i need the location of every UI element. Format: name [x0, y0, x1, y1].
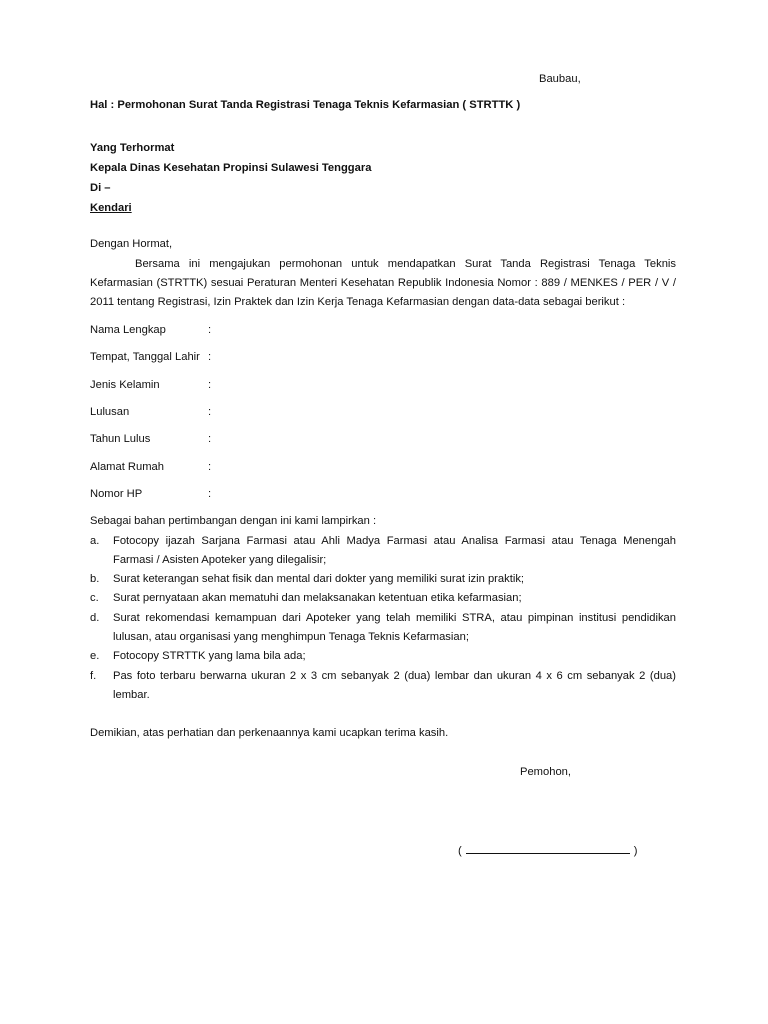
- intro-line-3: 2011 tentang Registrasi, Izin Praktek dan Izin Kerja Tenaga Kefarmasian dengan data-data sebagai berikut :: [90, 296, 626, 308]
- field-colon: :: [208, 379, 212, 391]
- signature-block: [458, 843, 637, 857]
- place-date: Baubau,: [539, 73, 581, 85]
- attachment-d-line-2: lulusan, atau organisasi yang menghimpun Tenaga Teknis Kefarmasian;: [113, 631, 469, 643]
- attachment-f-line-2: lembar.: [113, 689, 150, 701]
- attachment-letter: b.: [90, 573, 100, 585]
- field-nama-lengkap: [90, 324, 211, 336]
- attachment-letter: e.: [90, 650, 100, 662]
- attachment-a-line-2: Farmasi / Asisten Apoteker yang dilegalisir;: [113, 554, 327, 566]
- attachment-letter: d.: [90, 612, 100, 624]
- signature-label: Pemohon,: [520, 766, 571, 778]
- attachment-e-line-1: Fotocopy STRTTK yang lama bila ada;: [113, 650, 306, 662]
- field-tahun-lulus: [90, 433, 211, 445]
- field-colon: :: [208, 488, 212, 500]
- field-jenis-kelamin: [90, 379, 211, 391]
- signature-line: [466, 843, 630, 854]
- attachment-f-line-1: Pas foto terbaru berwarna ukuran 2 x 3 cm sebanyak 2 (dua) lembar dan ukuran 4 x 6 cm sebanyak 2 (dua): [113, 670, 676, 682]
- field-label: Jenis Kelamin: [90, 379, 160, 391]
- field-colon: :: [208, 351, 212, 363]
- attachment-c-line-1: Surat pernyataan akan mematuhi dan melaksanakan ketentuan etika kefarmasian;: [113, 592, 522, 604]
- signature-close-paren: ): [633, 845, 638, 857]
- field-label: Alamat Rumah: [90, 461, 164, 473]
- attachments-intro: Sebagai bahan pertimbangan dengan ini kami lampirkan :: [90, 515, 377, 527]
- field-colon: :: [208, 324, 212, 336]
- recipient-city: Kendari: [90, 202, 132, 214]
- intro-line-2: Kefarmasian (STRTTK) sesuai Peraturan Menteri Kesehatan Republik Indonesia Nomor : 889 / MENKES / PER / V /: [90, 277, 676, 289]
- attachment-letter: f.: [90, 670, 97, 682]
- signature-open-paren: (: [458, 845, 462, 857]
- field-label: Tahun Lulus: [90, 433, 151, 445]
- field-label: Nama Lengkap: [90, 324, 166, 336]
- recipient-salutation: Yang Terhormat: [90, 142, 175, 154]
- field-label: Lulusan: [90, 406, 130, 418]
- recipient-name: Kepala Dinas Kesehatan Propinsi Sulawesi Tenggara: [90, 162, 372, 174]
- field-nomor-hp: [90, 488, 211, 500]
- field-lulusan: [90, 406, 211, 418]
- field-colon: :: [208, 461, 212, 473]
- attachment-d-line-1: Surat rekomendasi kemampuan dari Apoteker yang telah memiliki STRA, atau pimpinan institusi pendidikan: [113, 612, 676, 624]
- recipient-di: Di –: [90, 182, 111, 194]
- field-colon: :: [208, 406, 212, 418]
- subject-line: Hal : Permohonan Surat Tanda Registrasi Tenaga Teknis Kefarmasian ( STRTTK ): [90, 99, 521, 111]
- attachment-letter: a.: [90, 535, 100, 547]
- attachment-letter: c.: [90, 592, 99, 604]
- field-label: Nomor HP: [90, 488, 143, 500]
- closing-statement: Demikian, atas perhatian dan perkenaannya kami ucapkan terima kasih.: [90, 727, 449, 739]
- greeting: Dengan Hormat,: [90, 238, 173, 250]
- attachment-a-line-1: Fotocopy ijazah Sarjana Farmasi atau Ahli Madya Farmasi atau Analisa Farmasi atau Tenaga Menengah: [113, 535, 676, 547]
- field-alamat-rumah: [90, 461, 211, 473]
- attachment-b-line-1: Surat keterangan sehat fisik dan mental dari dokter yang memiliki surat izin praktik;: [113, 573, 525, 585]
- field-label: Tempat, Tanggal Lahir: [90, 351, 200, 363]
- intro-line-1: Bersama ini mengajukan permohonan untuk mendapatkan Surat Tanda Registrasi Tenaga Teknis: [135, 258, 676, 270]
- field-tempat-tanggal-lahir: [90, 351, 211, 363]
- field-colon: :: [208, 433, 212, 445]
